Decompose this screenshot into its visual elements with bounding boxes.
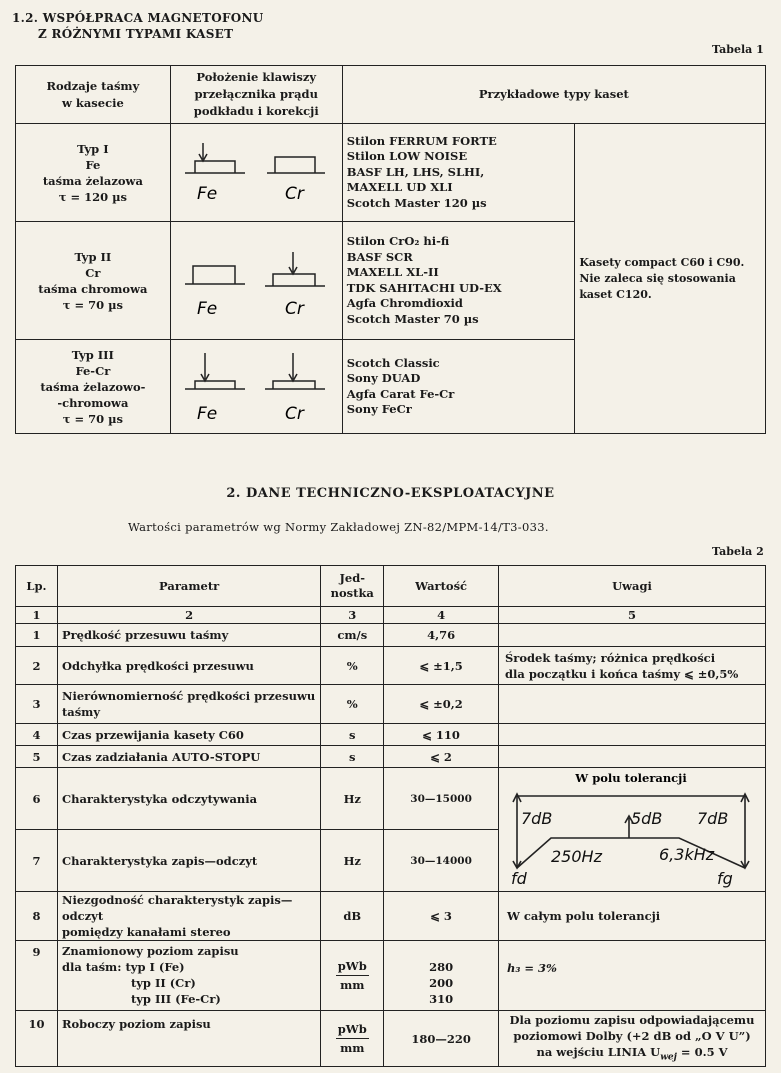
table-row: 2 Odchyłka prędkości przesuwu % ⩽ ±1,5 Środek taśmy; różnica prędkości dla początku i końca taśmy ⩽ ±0,5% [16, 647, 766, 685]
switch-diagram-fe-pressed [175, 131, 335, 211]
table-row: 8 Niezgodność charakterystyk zapis—odczyt pomiędzy kanałami stereo dB ⩽ 3 W całym polu tolerancji [16, 892, 766, 941]
section2-subtitle: Wartości parametrów wg Normy Zakładowej ZN-82/MPM-14/T3-033. [128, 520, 549, 534]
t1-row3-cassettes: Scotch Classic Sony DUAD Agfa Carat Fe-Cr Sony FeCr [342, 340, 575, 434]
tolerance-fg: fg [716, 869, 733, 888]
t2-header-unit: Jed- nostka [321, 566, 384, 607]
t2-header-param: Parametr [57, 566, 320, 607]
table-row: 9 Znamionowy poziom zapisu dla taśm: typ I (Fe) typ II (Cr) typ III (Fe-Cr) $\frac{\text{pWb}}{mm}$ 280 200 310 h₃ = 3% [16, 941, 766, 1011]
t2-colnum-3: 3 [321, 607, 384, 624]
tolerance-title: W polu tolerancji [575, 771, 687, 785]
t2-colnum-2: 2 [57, 607, 320, 624]
t1-header-cassettes: Przykładowe typy kaset [342, 66, 765, 124]
tolerance-left-db: 7dB [520, 809, 553, 828]
tolerance-diagram [499, 768, 764, 888]
t2-header-value: Wartość [384, 566, 499, 607]
switch-label-cr: Cr [284, 299, 304, 319]
t1-row3-type: Typ III Fe-Cr taśma żelazowo- -chromowa τ = 70 µs [16, 340, 171, 434]
table-row: 4 Czas przewijania kasety C60 s ⩽ 110 [16, 724, 766, 746]
t1-row1-cassettes: Stilon FERRUM FORTE Stilon LOW NOISE BASF LH, LHS, SLHI, MAXELL UD XLI Scotch Master 120 µs [342, 124, 575, 222]
switch-label-cr: Cr [284, 184, 304, 204]
t1-row2-switch [170, 222, 342, 340]
table1 [15, 65, 766, 434]
t1-row1-switch [170, 124, 342, 222]
table-row: 10 Roboczy poziom zapisu $\frac{\text{pWb}}{mm}$ 180—220 Dla poziomu zapisu odpowiadającemu poziomowi Dolby (+2 dB od „O V U”) na wejściu LINIA $U_{wej} = 0.5$ V [16, 1011, 766, 1067]
table2-label: Tabela 2 [712, 545, 764, 558]
t1-row2-cassettes: Stilon CrO₂ hi-fi BASF SCR MAXELL XL-II TDK SAHITACHI UD-EX Agfa Chromdioxid Scotch Master 70 µs [342, 222, 575, 340]
tolerance-right-db: 7dB [696, 809, 729, 828]
section2-title: 2. DANE TECHNICZNO-EKSPLOATACYJNE [226, 486, 555, 501]
t2-header-notes: Uwagi [498, 566, 765, 607]
tolerance-f-high: 6,3kHz [658, 845, 715, 864]
table2 [15, 565, 766, 1067]
switch-label-fe: Fe [196, 184, 217, 204]
table-row: 5 Czas zadziałania AUTO-STOPU s ⩽ 2 [16, 746, 766, 768]
table-row: 7 Charakterystyka zapis—odczyt Hz 30—14000 [16, 830, 766, 892]
t1-header-switch: Położenie klawiszy przełącznika prądu podkładu i korekcji [170, 66, 342, 124]
switch-diagram-both-pressed [175, 341, 335, 429]
switch-diagram-cr-pressed [175, 234, 335, 324]
table1-label: Tabela 1 [712, 43, 764, 56]
switch-label-cr: Cr [284, 404, 304, 424]
tolerance-figure-cell [498, 768, 765, 892]
t1-row1-type: Typ I Fe taśma żelazowa τ = 120 µs [16, 124, 171, 222]
section-title-line2: Z RÓŻNYMI TYPAMI KASET [38, 27, 234, 41]
switch-label-fe: Fe [196, 299, 217, 319]
t1-header-type: Rodzaje taśmy w kasecie [16, 66, 171, 124]
tolerance-mid-db: 5dB [630, 809, 663, 828]
t1-row2-type: Typ II Cr taśma chromowa τ = 70 µs [16, 222, 171, 340]
t1-note: Kasety compact C60 i C90. Nie zaleca się stosowania kaset C120. [575, 124, 766, 434]
table-row: 6 Charakterystyka odczytywania Hz 30—15000 W polu tolerancji 7dB 5dB 7dB 250Hz 6,3kHz fd fg [16, 768, 766, 830]
t2-colnum-1: 1 [16, 607, 58, 624]
t2-colnum-5: 5 [498, 607, 765, 624]
t2-colnum-4: 4 [384, 607, 499, 624]
section-title-line1: 1.2. WSPÓŁPRACA MAGNETOFONU [12, 11, 264, 25]
tolerance-f-low: 250Hz [550, 847, 602, 866]
table-row: 1 Prędkość przesuwu taśmy cm/s 4,76 [16, 624, 766, 647]
table-row: 3 Nierównomierność prędkości przesuwu taśmy % ⩽ ±0,2 [16, 685, 766, 724]
t1-row3-switch [170, 340, 342, 434]
tolerance-fd: fd [510, 869, 527, 888]
t2-header-lp: Lp. [16, 566, 58, 607]
switch-label-fe: Fe [196, 404, 217, 424]
